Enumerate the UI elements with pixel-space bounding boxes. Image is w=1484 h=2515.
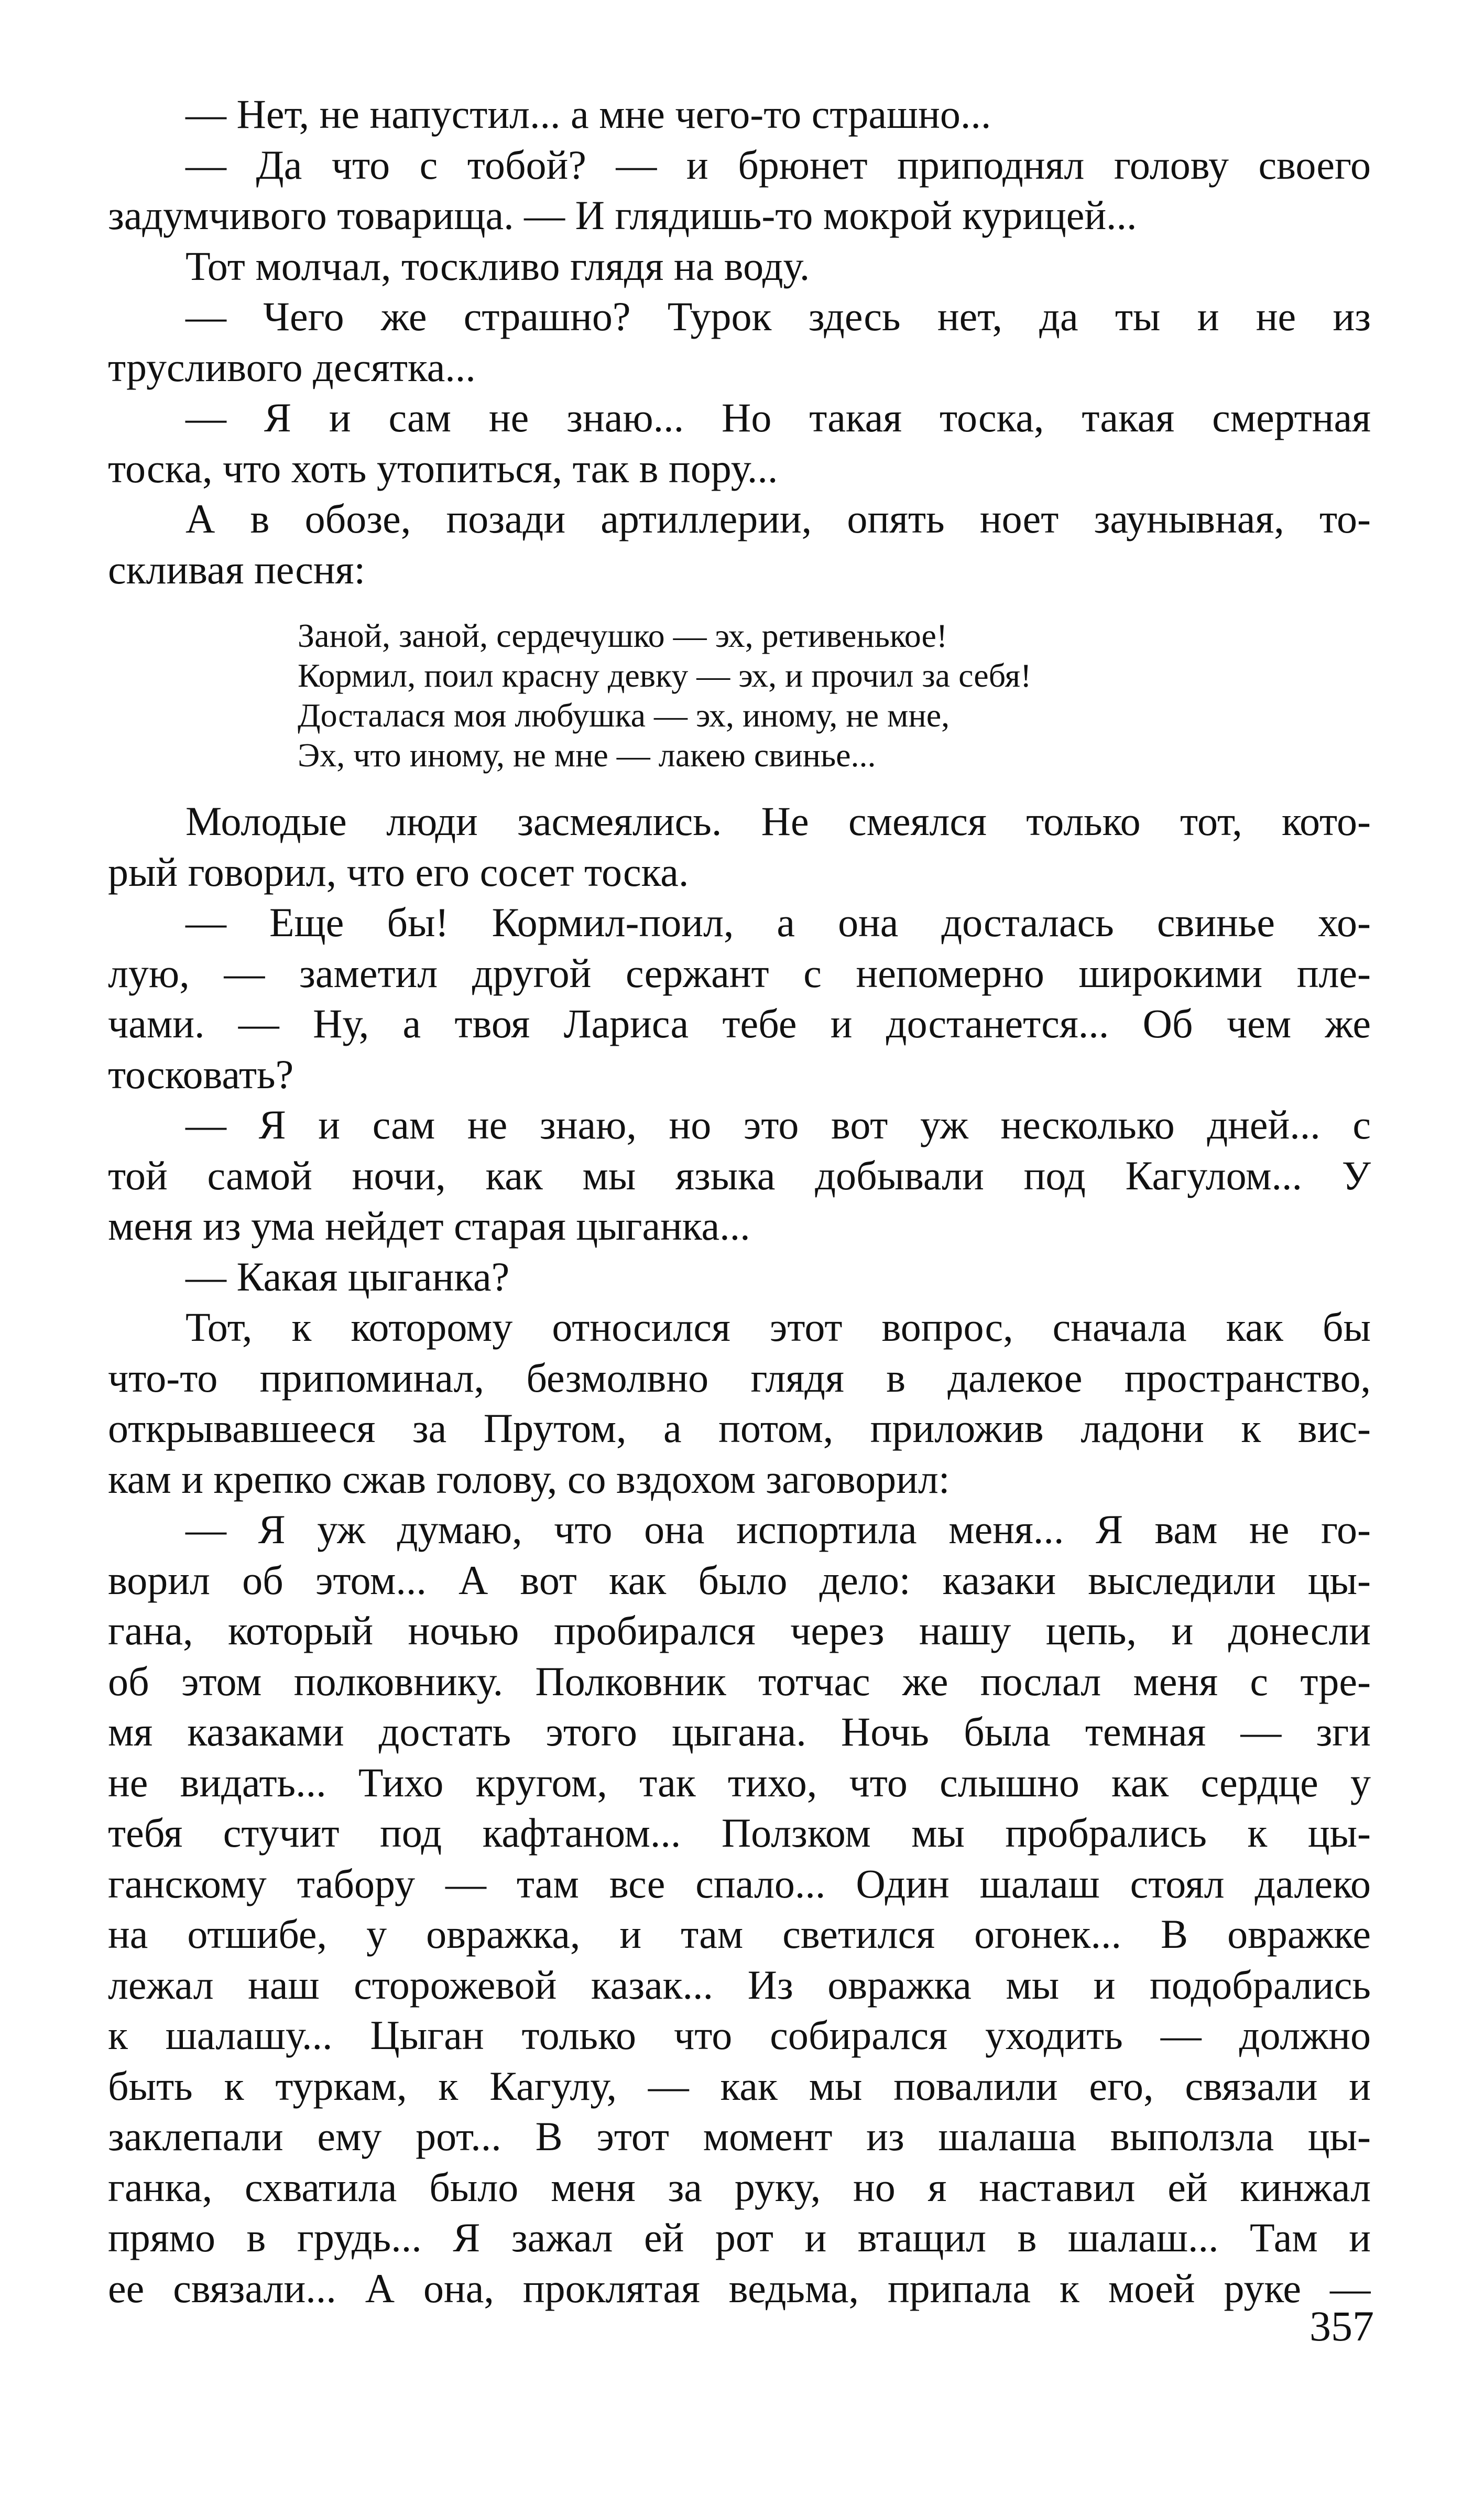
text-line: Тот, к которому относился этот вопрос, сначала как бы bbox=[186, 1304, 1371, 1350]
text-line: — Да что с тобой? — и брюнет приподнял голову своего bbox=[186, 142, 1371, 188]
text-line: — Я уж думаю, что она испортила меня... Я вам не го- bbox=[186, 1506, 1371, 1552]
text-line: задумчивого товарища. — И глядишь-то мокрой курицей... bbox=[108, 192, 1137, 238]
text-line: — Чего же страшно? Турок здесь нет, да ты и не из bbox=[186, 294, 1371, 339]
text-line: — Еще бы! Кормил-поил, а она досталась свинье хо- bbox=[186, 899, 1371, 945]
text-line: лежал наш сторожевой казак... Из овражка мы и подобрались bbox=[108, 1961, 1371, 2008]
text-line: той самой ночи, как мы языка добывали под Кагулом... У bbox=[108, 1152, 1371, 1198]
text-line: ганскому табору — там все спало... Один шалаш стоял далеко bbox=[108, 1860, 1371, 1906]
text-line: рый говорил, что его сосет тоска. bbox=[108, 849, 689, 895]
text-line: прямо в грудь... Я зажал ей рот и втащил в шалаш... Там и bbox=[108, 2215, 1371, 2260]
text-line: тоска, что хоть утопиться, так в пору... bbox=[108, 445, 778, 491]
verse-line: Эх, что иному, не мне — лакею свинье... bbox=[298, 736, 876, 774]
prose-before-verse bbox=[108, 89, 1371, 595]
text-line: тебя стучит под кафтаном... Ползком мы пробрались к цы- bbox=[108, 1810, 1371, 1856]
text-line: не видать... Тихо кругом, так тихо, что слышно как сердце у bbox=[108, 1759, 1371, 1805]
text-line: быть к туркам, к Кагулу, — как мы повалили его, связали и bbox=[108, 2063, 1371, 2109]
text-line: мя казаками достать этого цыгана. Ночь была темная — зги bbox=[108, 1709, 1371, 1754]
text-line: об этом полковнику. Полковник тотчас же послал меня с тре- bbox=[108, 1658, 1371, 1704]
text-line: что-то припоминал, безмолвно глядя в далекое пространство, bbox=[108, 1354, 1371, 1401]
verse-line: Заной, заной, сердечушко — эх, ретивенькое! bbox=[298, 617, 948, 654]
text-line: Тот молчал, тоскливо глядя на воду. bbox=[186, 243, 810, 289]
song-verse bbox=[108, 616, 1371, 775]
text-line: трусливого десятка... bbox=[108, 344, 476, 390]
page-body bbox=[108, 89, 1371, 2314]
text-line: чами. — Ну, а твоя Лариса тебе и достанется... Об чем же bbox=[108, 1001, 1371, 1046]
text-line: меня из ума нейдет старая цыганка... bbox=[108, 1203, 750, 1249]
text-line: к шалашу... Цыган только что собирался уходить — должно bbox=[108, 2012, 1371, 2058]
text-line: тосковать? bbox=[108, 1051, 294, 1097]
text-line: скливая песня: bbox=[108, 546, 366, 592]
text-line: открывавшееся за Прутом, а потом, приложив ладони к вис- bbox=[108, 1405, 1371, 1451]
text-line: — Я и сам не знаю, но это вот уж несколько дней... с bbox=[186, 1102, 1371, 1147]
text-line: на отшибе, у овражка, и там светился огонек... В овражке bbox=[108, 1911, 1371, 1957]
text-line: ворил об этом... А вот как было дело: казаки выследили цы- bbox=[108, 1557, 1371, 1603]
text-line: А в обозе, позади артиллерии, опять ноет заунывная, то- bbox=[186, 496, 1371, 541]
text-line: ее связали... А она, проклятая ведьма, припала к моей руке — bbox=[108, 2265, 1371, 2311]
text-line: гана, который ночью пробирался через нашу цепь, и донесли bbox=[108, 1608, 1371, 1653]
text-line: заклепали ему рот... В этот момент из шалаша выползла цы- bbox=[108, 2113, 1371, 2159]
text-line: кам и крепко сжав голову, со вздохом заговорил: bbox=[108, 1456, 950, 1502]
page-number: 357 bbox=[1310, 2302, 1374, 2350]
verse-line: Кормил, поил красну девку — эх, и прочил за себя! bbox=[298, 657, 1032, 694]
text-line: ганка, схватила было меня за руку, но я наставил ей кинжал bbox=[108, 2164, 1371, 2210]
text-line: — Нет, не напустил... а мне чего-то страшно... bbox=[186, 91, 991, 137]
text-line: — Какая цыганка? bbox=[186, 1253, 510, 1299]
text-line: — Я и сам не знаю... Но такая тоска, такая смертная bbox=[186, 395, 1371, 440]
verse-line: Досталася моя любушка — эх, иному, не мне, bbox=[298, 697, 950, 734]
prose-after-verse bbox=[108, 796, 1371, 2314]
text-line: Молодые люди засмеялись. Не смеялся только тот, кото- bbox=[186, 798, 1371, 844]
text-line: лую, — заметил другой сержант с непомерно широкими пле- bbox=[108, 950, 1371, 996]
